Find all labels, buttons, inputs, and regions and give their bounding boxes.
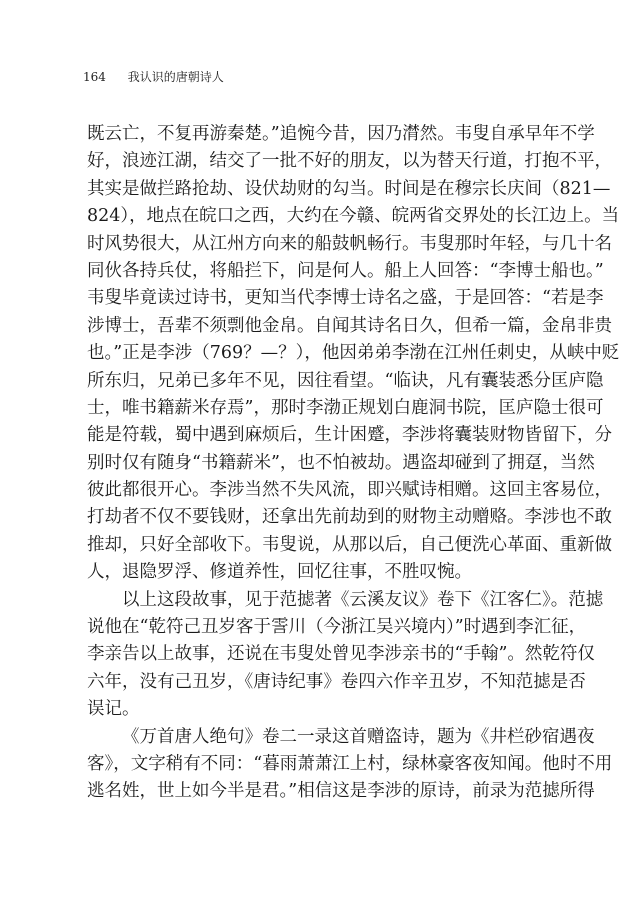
text-line: 推却，只好全部收下。韦叟说，从那以后，自己便洗心革面、重新做 (87, 534, 612, 555)
page-body (87, 121, 620, 806)
text-line: 《万首唐人绝句》卷二一录这首赠盗诗，题为《井栏砂宿遇夜 (122, 726, 595, 747)
text-line: 说他在“乾符己丑岁客于霅川（今浙江吴兴境内）”时遇到李汇征， (87, 617, 587, 638)
text-line: 韦叟毕竟读过诗书，更知当代李博士诗名之盛，于是回答：“若是李 (87, 288, 604, 309)
text-line: 六年，没有己丑岁，《唐诗纪事》卷四六作辛丑岁，不知范摅是否 (87, 671, 586, 692)
text-line: 时风势很大，从江州方向来的船鼓帆畅行。韦叟那时年轻，与几十名 (87, 233, 612, 254)
text-line: 其实是做拦路抢劫、设伏劫财的勾当。时间是在穆宗长庆间（821— (87, 178, 611, 199)
text-line: 涉博士，吾辈不须剽他金帛。自闻其诗名日久，但希一篇，金帛非贵 (87, 315, 612, 336)
text-line: 好，浪迹江湖，结交了一批不好的朋友，以为替天行道，打抱不平， (87, 151, 612, 172)
text-line: 客》，文字稍有不同：“暮雨萧萧江上村，绿林豪客夜知闻。他时不用 (87, 753, 613, 774)
text-line: 也。”正是李涉（769？—？），他因弟弟李渤在江州任刺史，从峡中贬 (87, 343, 620, 364)
running-title: 我认识的唐朝诗人 (127, 70, 224, 84)
paragraph-3 (87, 724, 613, 806)
text-line: 人，退隐罗浮、修道养性，回忆往事，不胜叹惋。 (87, 562, 472, 583)
text-line: 824），地点在皖口之西，大约在今赣、皖两省交界处的长江边上。当 (87, 206, 620, 227)
text-line: 既云亡，不复再游秦楚。”追惋今昔，因乃潸然。韦叟自承早年不学 (87, 124, 595, 144)
text-line: 别时仅有随身“书籍薪米”，也不怕被劫。遇盗却碰到了拥趸，当然 (87, 452, 595, 473)
text-line: 打劫者不仅不要钱财，还拿出先前劫到的财物主动赠赂。李涉也不敢 (87, 507, 612, 528)
text-line: 逃名姓，世上如今半是君。”相信这是李涉的原诗，前录为范摅所得 (87, 781, 595, 802)
text-line: 士，唯书籍薪米存焉”，那时李渤正规划白鹿洞书院，匡庐隐士很可 (87, 397, 604, 418)
text-line: 李亲告以上故事，还说在韦叟处曾见李涉亲书的“手翰”。然乾符仅 (87, 644, 595, 665)
page-header (83, 68, 224, 85)
paragraph-1 (87, 121, 620, 587)
text-line: 同伙各持兵仗，将船拦下，问是何人。船上人回答：“李博士船也。” (87, 260, 604, 281)
text-line: 以上这段故事，见于范摅著《云溪友议》卷下《江客仁》。范摅 (122, 589, 604, 610)
text-line: 彼此都很开心。李涉当然不失风流，即兴赋诗相赠。这回主客易位， (87, 480, 612, 501)
paragraph-2 (87, 587, 604, 724)
page-number: 164 (83, 70, 106, 84)
text-line: 误记。 (87, 699, 140, 720)
text-line: 所东归，兄弟已多年不见，因往看望。“临诀，凡有囊装悉分匡庐隐 (87, 370, 604, 391)
text-line: 能是符载，蜀中遇到麻烦后，生计困蹙，李涉将囊装财物皆留下，分 (87, 425, 612, 446)
